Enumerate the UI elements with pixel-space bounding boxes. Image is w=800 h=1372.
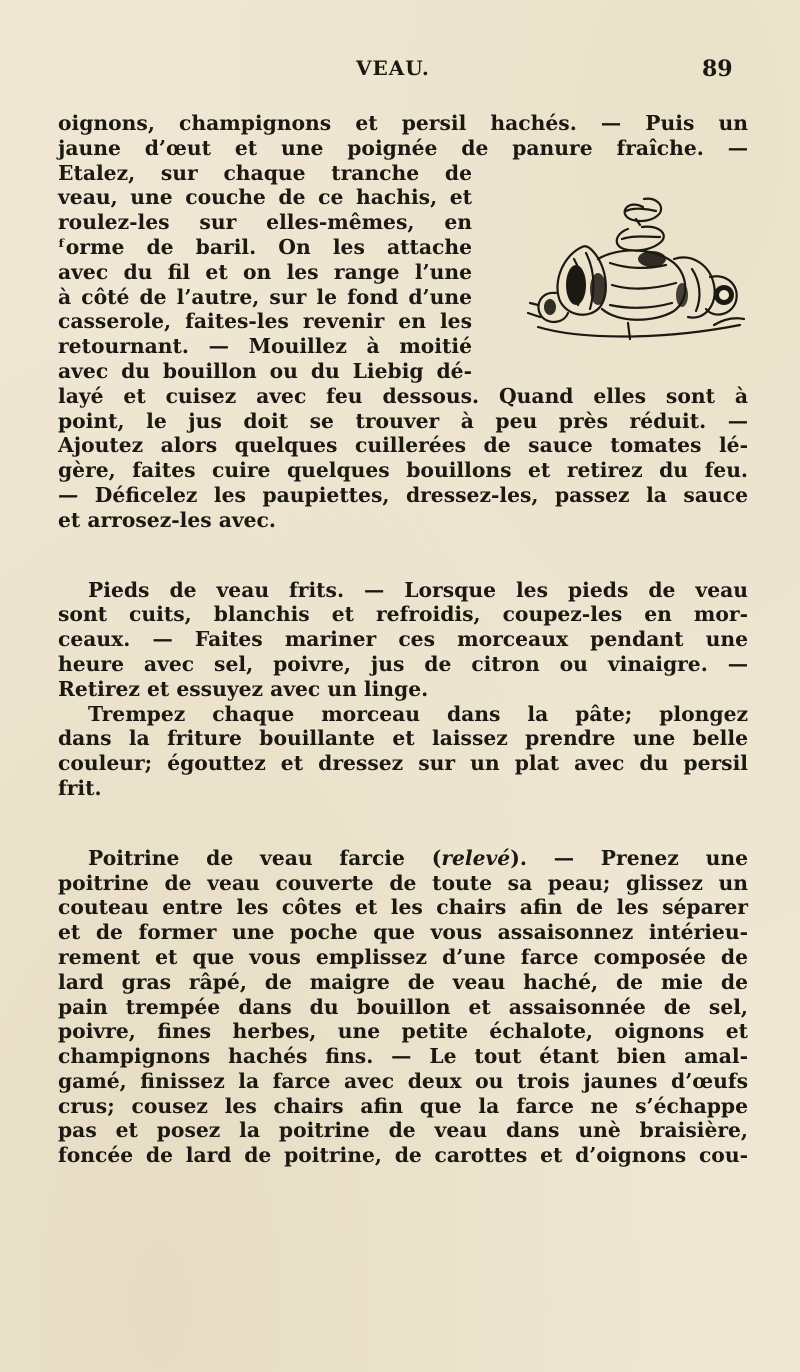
- text-run: (: [404, 845, 442, 870]
- text-line: — Déficelez les paupiettes, dressez-les, passez la sauce: [58, 482, 748, 507]
- text-line: veau, une couche de ce hachis, et: [58, 185, 472, 210]
- paragraph-gap: [58, 801, 748, 846]
- text-run: — Prenez une: [526, 845, 748, 870]
- text-line: dans la friture bouillante et laissez prendre une belle: [58, 726, 748, 751]
- paragraph-poitrine-farcie: [58, 846, 748, 1168]
- text-line: [58, 846, 748, 871]
- text-line: foncée de lard de poitrine, de carottes et d’oignons cou-: [58, 1143, 748, 1168]
- text-line: jaune d’œut et une poignée de panure fraîche. —: [58, 135, 748, 160]
- text-line: retournant. — Mouillez à moitié: [58, 334, 472, 359]
- text-line: ceaux. — Faites mariner ces morceaux pendant une: [58, 627, 748, 652]
- text-line: Ajoutez alors quelques cuillerées de sauce tomates lé-: [58, 433, 748, 458]
- recipe-heading: Pieds de veau frits.: [88, 577, 345, 602]
- text-line: lard gras râpé, de maigre de veau haché, de mie de: [58, 969, 748, 994]
- text-line: oignons, champignons et persil hachés. — Puis un: [58, 111, 748, 135]
- text-line: ᶠorme de baril. On les attache: [58, 234, 472, 259]
- text-line: pas et posez la poitrine de veau dans unè braisière,: [58, 1118, 748, 1143]
- text-line: couteau entre les côtes et les chairs afin de les séparer: [58, 895, 748, 920]
- text-line: roulez-les sur elles-mêmes, en: [58, 210, 472, 235]
- text-line: frit.: [58, 775, 102, 800]
- text-line: Retirez et essuyez avec un linge.: [58, 676, 429, 701]
- recipe-category: relevé: [441, 845, 511, 870]
- text-line: poivre, fines herbes, une petite échalote, oignons et: [58, 1019, 748, 1044]
- text-line: et arrosez-les avec.: [58, 507, 276, 532]
- text-line: avec du fil et on les range l’une: [58, 259, 472, 284]
- paragraph-gap: [58, 533, 748, 578]
- paragraph-paupiettes: [58, 111, 748, 533]
- text-line: gamé, finissez la farce avec deux ou trois jaunes d’œufs: [58, 1068, 748, 1093]
- text-line: à côté de l’autre, sur le fond d’une: [58, 284, 472, 309]
- recipe-text: [58, 111, 748, 1168]
- text-line: sont cuits, blanchis et refroidis, coupez-les en mor-: [58, 602, 748, 627]
- text-run: — Lorsque les pieds de veau: [344, 577, 748, 602]
- text-line: pain trempée dans du bouillon et assaisonnée de sel,: [58, 994, 748, 1019]
- page-header: [0, 56, 800, 86]
- text-line: couleur; égouttez et dressez sur un plat avec du persil: [58, 751, 748, 776]
- text-line: point, le jus doit se trouver à peu près réduit. —: [58, 408, 748, 433]
- text-line: [58, 578, 748, 603]
- text-line: avec du bouillon ou du Liebig dé-: [58, 358, 472, 383]
- text-line: casserole, faites-les revenir en les: [58, 309, 472, 334]
- recipe-heading: Poitrine de veau farcie: [88, 845, 405, 870]
- text-line: champignons hachés fins. — Le tout étant bien amal-: [58, 1044, 748, 1069]
- text-line: et de former une poche que vous assaisonnez intérieu-: [58, 920, 748, 945]
- text-run: ).: [510, 845, 527, 870]
- text-line: heure avec sel, poivre, jus de citron ou vinaigre. —: [58, 651, 748, 676]
- running-title: VEAU.: [356, 56, 430, 80]
- text-line: rement et que vous emplissez d’une farce composée de: [58, 944, 748, 969]
- text-line: gère, faites cuire quelques bouillons et retirez du feu.: [58, 458, 748, 483]
- text-line: poitrine de veau couverte de toute sa peau; glissez un: [58, 870, 748, 895]
- text-line: crus; cousez les chairs afin que la farce ne s’échappe: [58, 1093, 748, 1118]
- text-line: Etalez, sur chaque tranche de: [58, 160, 472, 185]
- page-number: 89: [702, 56, 733, 82]
- paragraph-pieds-de-veau: [58, 578, 748, 801]
- text-line: layé et cuisez avec feu dessous. Quand elles sont à: [58, 383, 748, 408]
- text-line: Trempez chaque morceau dans la pâte; plongez: [88, 701, 748, 726]
